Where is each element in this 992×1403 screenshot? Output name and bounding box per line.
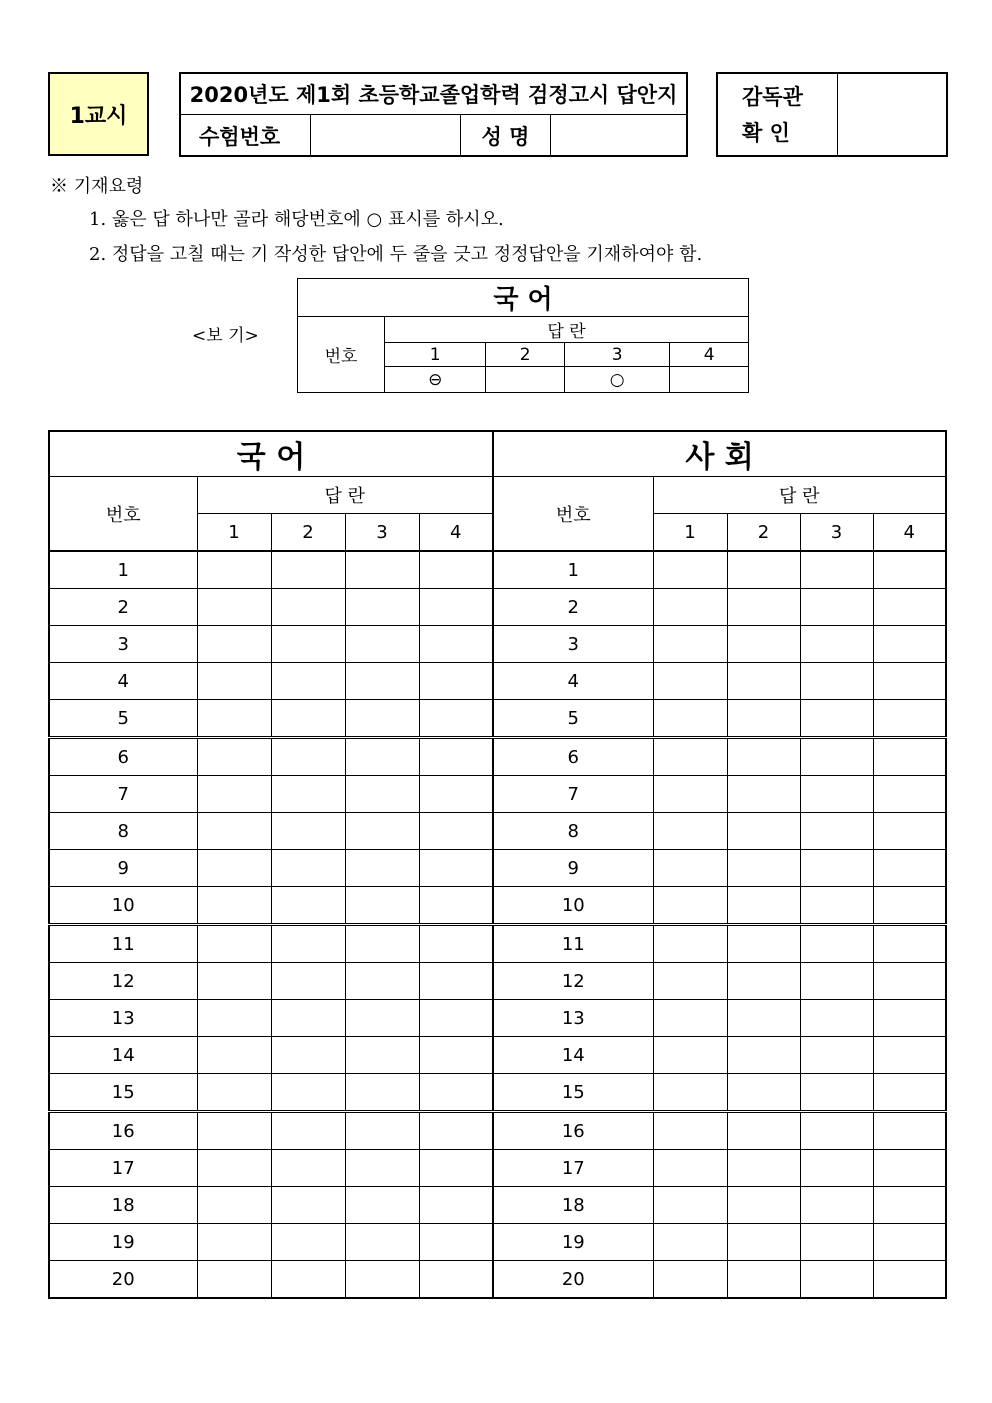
table-row [49,1112,946,1150]
right-answer-cell[interactable] [873,700,946,738]
right-answer-cell[interactable] [727,738,800,776]
right-answer-cell[interactable] [800,813,873,850]
right-subject: 사 회 [493,431,946,477]
right-answer-cell[interactable] [873,813,946,850]
example-mark [486,367,565,393]
table-row [49,1000,946,1037]
table-row [49,1261,946,1299]
left-question-number: 7 [49,776,197,813]
table-row [49,925,946,963]
left-answer-cell[interactable] [271,850,345,887]
right-answer-cell[interactable] [653,700,727,738]
exam-number-label: 수험번호 [181,115,311,156]
right-question-number: 15 [493,1074,653,1112]
supervisor-label-1: 감독관 [742,84,803,109]
right-answer-cell[interactable] [873,776,946,813]
left-answer-cell[interactable] [345,1037,419,1074]
name-field[interactable] [551,115,686,156]
right-question-number: 7 [493,776,653,813]
left-answer-cell[interactable] [271,813,345,850]
example-subject: 국 어 [298,279,749,317]
instructions-heading: ※ 기재요령 [50,176,144,197]
right-answer-cell[interactable] [873,1150,946,1187]
left-question-number: 9 [49,850,197,887]
example-option: 4 [670,343,749,367]
left-answer-cell[interactable] [419,887,493,925]
left-answer-cell[interactable] [419,963,493,1000]
table-row [49,1150,946,1187]
right-answer-cell[interactable] [800,1187,873,1224]
left-answer-cell[interactable] [197,1261,271,1299]
left-question-number: 16 [49,1112,197,1150]
left-question-number: 2 [49,589,197,626]
period-label: 1교시 [48,72,149,156]
left-answer-cell[interactable] [197,1150,271,1187]
right-answer-cell[interactable] [800,963,873,1000]
left-answer-cell[interactable] [271,626,345,663]
right-answer-cell[interactable] [727,1224,800,1261]
right-answer-cell[interactable] [653,813,727,850]
table-row [49,663,946,700]
right-answer-cell[interactable] [873,850,946,887]
right-answer-cell[interactable] [653,887,727,925]
right-answer-cell[interactable] [800,1150,873,1187]
right-answer-cell[interactable] [727,1261,800,1299]
id-row [181,115,686,156]
left-answer-cell[interactable] [197,813,271,850]
left-answer-cell[interactable] [197,887,271,925]
left-answer-cell[interactable] [419,1224,493,1261]
instruction-2: 2. 정답을 고칠 때는 기 작성한 답안에 두 줄을 긋고 정정답안을 기재하여야 함. [89,244,703,265]
table-row [49,700,946,738]
table-row [49,589,946,626]
left-answer-cell[interactable] [419,1037,493,1074]
left-answer-cell[interactable] [271,1261,345,1299]
left-number-header: 번호 [49,477,197,552]
left-answer-cell[interactable] [345,887,419,925]
right-question-number: 20 [493,1261,653,1299]
left-question-number: 15 [49,1074,197,1112]
left-question-number: 12 [49,963,197,1000]
left-answer-cell[interactable] [345,1150,419,1187]
left-answer-cell[interactable] [419,738,493,776]
right-answer-cell[interactable] [727,1112,800,1150]
left-answer-cell[interactable] [197,1037,271,1074]
left-answer-cell[interactable] [271,925,345,963]
right-answer-cell[interactable] [727,626,800,663]
right-answer-cell[interactable] [800,925,873,963]
right-answer-cell[interactable] [873,1037,946,1074]
example-mark: ⊖ [385,367,486,393]
table-row [49,887,946,925]
example-mark: ○ [565,367,670,393]
left-answer-cell[interactable] [419,626,493,663]
right-answer-cell[interactable] [653,1074,727,1112]
right-answer-cell[interactable] [727,1037,800,1074]
right-question-number: 19 [493,1224,653,1261]
left-answer-cell[interactable] [345,700,419,738]
right-question-number: 16 [493,1112,653,1150]
left-question-number: 6 [49,738,197,776]
left-answer-cell[interactable] [345,925,419,963]
left-answer-cell[interactable] [345,589,419,626]
left-answer-cell[interactable] [419,700,493,738]
left-answer-cell[interactable] [197,1112,271,1150]
left-question-number: 18 [49,1187,197,1224]
left-option-header: 2 [271,514,345,552]
left-answer-cell[interactable] [197,626,271,663]
right-answer-cell[interactable] [653,738,727,776]
left-answer-cell[interactable] [271,963,345,1000]
left-answer-cell[interactable] [419,1150,493,1187]
right-answer-header: 답 란 [653,477,946,514]
right-answer-cell[interactable] [653,1261,727,1299]
right-answer-cell[interactable] [727,887,800,925]
right-answer-cell[interactable] [727,1074,800,1112]
right-answer-cell[interactable] [800,1000,873,1037]
left-question-number: 1 [49,551,197,589]
right-answer-cell[interactable] [800,1112,873,1150]
left-answer-cell[interactable] [197,776,271,813]
left-answer-cell[interactable] [197,1000,271,1037]
right-answer-cell[interactable] [873,551,946,589]
right-answer-cell[interactable] [873,1261,946,1299]
sheet-title: 2020년도 제1회 초등학교졸업학력 검정고시 답안지 [181,74,686,115]
right-answer-cell[interactable] [873,925,946,963]
right-answer-cell[interactable] [800,1037,873,1074]
left-question-number: 5 [49,700,197,738]
supervisor-label-2: 확 인 [742,120,790,145]
right-answer-cell[interactable] [873,738,946,776]
left-answer-cell[interactable] [197,551,271,589]
example-option: 2 [486,343,565,367]
right-answer-cell[interactable] [800,551,873,589]
left-answer-cell[interactable] [197,663,271,700]
left-answer-cell[interactable] [419,589,493,626]
left-answer-cell[interactable] [197,1224,271,1261]
right-number-header: 번호 [493,477,653,552]
example-option: 3 [565,343,670,367]
left-answer-cell[interactable] [419,813,493,850]
left-answer-cell[interactable] [197,1074,271,1112]
right-answer-cell[interactable] [873,663,946,700]
left-answer-cell[interactable] [271,700,345,738]
left-answer-cell[interactable] [271,551,345,589]
left-question-number: 14 [49,1037,197,1074]
left-question-number: 4 [49,663,197,700]
left-answer-cell[interactable] [345,963,419,1000]
right-option-header: 2 [727,514,800,552]
right-answer-cell[interactable] [653,551,727,589]
right-answer-cell[interactable] [653,626,727,663]
left-answer-cell[interactable] [419,663,493,700]
left-answer-cell[interactable] [345,1187,419,1224]
right-answer-cell[interactable] [873,1224,946,1261]
right-answer-cell[interactable] [653,925,727,963]
right-option-header: 4 [873,514,946,552]
example-option: 1 [385,343,486,367]
left-answer-cell[interactable] [419,925,493,963]
left-answer-cell[interactable] [197,700,271,738]
right-answer-cell[interactable] [727,663,800,700]
instruction-1: 1. 옳은 답 하나만 골라 해당번호에 ○ 표시를 하시오. [89,209,504,230]
right-answer-cell[interactable] [653,663,727,700]
left-question-number: 3 [49,626,197,663]
name-label: 성 명 [461,115,551,156]
right-answer-cell[interactable] [873,887,946,925]
table-row [49,1224,946,1261]
left-answer-cell[interactable] [419,1000,493,1037]
title-box [179,72,688,157]
right-answer-cell[interactable] [873,1112,946,1150]
left-answer-cell[interactable] [419,1261,493,1299]
right-option-header: 1 [653,514,727,552]
table-row [49,551,946,589]
left-answer-cell[interactable] [271,738,345,776]
left-option-header: 4 [419,514,493,552]
left-question-number: 10 [49,887,197,925]
right-question-number: 6 [493,738,653,776]
right-answer-cell[interactable] [873,963,946,1000]
left-answer-cell[interactable] [345,626,419,663]
right-answer-cell[interactable] [653,589,727,626]
right-answer-cell[interactable] [727,1187,800,1224]
left-answer-cell[interactable] [271,1112,345,1150]
left-answer-cell[interactable] [271,1224,345,1261]
right-answer-cell[interactable] [800,850,873,887]
left-question-number: 13 [49,1000,197,1037]
supervisor-box [716,72,948,157]
right-question-number: 17 [493,1150,653,1187]
left-answer-cell[interactable] [345,1224,419,1261]
right-answer-cell[interactable] [800,700,873,738]
supervisor-sign-field[interactable] [838,74,946,155]
table-row [49,738,946,776]
left-question-number: 20 [49,1261,197,1299]
right-answer-cell[interactable] [800,776,873,813]
left-answer-cell[interactable] [271,887,345,925]
supervisor-label [718,74,838,155]
right-answer-cell[interactable] [653,776,727,813]
table-row [49,813,946,850]
right-answer-cell[interactable] [727,850,800,887]
right-question-number: 9 [493,850,653,887]
right-answer-cell[interactable] [800,663,873,700]
left-answer-cell[interactable] [419,1112,493,1150]
right-question-number: 8 [493,813,653,850]
right-answer-cell[interactable] [653,1187,727,1224]
table-row [49,776,946,813]
left-answer-cell[interactable] [197,738,271,776]
left-option-header: 3 [345,514,419,552]
right-question-number: 14 [493,1037,653,1074]
left-answer-cell[interactable] [419,776,493,813]
right-answer-cell[interactable] [800,887,873,925]
right-answer-cell[interactable] [653,1150,727,1187]
left-answer-cell[interactable] [271,1074,345,1112]
left-answer-cell[interactable] [271,1150,345,1187]
right-answer-cell[interactable] [727,1000,800,1037]
left-answer-cell[interactable] [419,551,493,589]
right-question-number: 3 [493,626,653,663]
right-question-number: 11 [493,925,653,963]
right-answer-cell[interactable] [727,776,800,813]
left-answer-cell[interactable] [345,1112,419,1150]
left-answer-cell[interactable] [271,589,345,626]
left-answer-cell[interactable] [419,850,493,887]
table-row [49,1074,946,1112]
right-question-number: 2 [493,589,653,626]
right-answer-cell[interactable] [873,1000,946,1037]
answer-table [48,430,947,1299]
right-option-header: 3 [800,514,873,552]
table-row [49,1187,946,1224]
left-answer-cell[interactable] [197,963,271,1000]
left-question-number: 8 [49,813,197,850]
left-answer-cell[interactable] [197,925,271,963]
left-answer-cell[interactable] [197,850,271,887]
right-question-number: 5 [493,700,653,738]
left-answer-cell[interactable] [271,776,345,813]
right-answer-cell[interactable] [727,1150,800,1187]
left-question-number: 17 [49,1150,197,1187]
left-option-header: 1 [197,514,271,552]
right-question-number: 10 [493,887,653,925]
right-answer-cell[interactable] [653,1112,727,1150]
left-answer-cell[interactable] [345,850,419,887]
table-row [49,626,946,663]
right-answer-cell[interactable] [727,551,800,589]
right-answer-cell[interactable] [873,1074,946,1112]
left-question-number: 19 [49,1224,197,1261]
example-mark [670,367,749,393]
right-answer-cell[interactable] [653,1000,727,1037]
left-answer-cell[interactable] [419,1074,493,1112]
right-answer-cell[interactable] [800,589,873,626]
left-answer-cell[interactable] [271,663,345,700]
right-answer-cell[interactable] [727,925,800,963]
right-answer-cell[interactable] [727,700,800,738]
left-answer-header: 답 란 [197,477,493,514]
right-answer-cell[interactable] [653,963,727,1000]
right-answer-cell[interactable] [800,1261,873,1299]
left-answer-cell[interactable] [345,663,419,700]
right-answer-cell[interactable] [727,963,800,1000]
left-answer-cell[interactable] [419,1187,493,1224]
right-answer-cell[interactable] [653,1224,727,1261]
left-question-number: 11 [49,925,197,963]
right-answer-cell[interactable] [727,813,800,850]
left-answer-cell[interactable] [271,1000,345,1037]
right-question-number: 13 [493,1000,653,1037]
right-question-number: 12 [493,963,653,1000]
table-row [49,850,946,887]
right-answer-cell[interactable] [873,626,946,663]
example-label: <보 기> [192,326,259,346]
left-answer-cell[interactable] [345,813,419,850]
right-answer-cell[interactable] [800,1074,873,1112]
left-answer-cell[interactable] [345,1074,419,1112]
left-answer-cell[interactable] [197,1187,271,1224]
right-answer-cell[interactable] [873,589,946,626]
right-question-number: 4 [493,663,653,700]
table-row [49,1037,946,1074]
right-answer-cell[interactable] [653,850,727,887]
right-answer-cell[interactable] [727,589,800,626]
left-answer-cell[interactable] [271,1187,345,1224]
example-answer-header: 답 란 [385,317,749,343]
right-question-number: 1 [493,551,653,589]
left-answer-cell[interactable] [345,738,419,776]
left-subject: 국 어 [49,431,493,477]
right-answer-cell[interactable] [800,1224,873,1261]
left-answer-cell[interactable] [271,1037,345,1074]
left-answer-cell[interactable] [345,551,419,589]
left-answer-cell[interactable] [345,1000,419,1037]
right-answer-cell[interactable] [653,1037,727,1074]
right-answer-cell[interactable] [873,1187,946,1224]
left-answer-cell[interactable] [345,776,419,813]
example-table [297,278,749,393]
left-answer-cell[interactable] [345,1261,419,1299]
right-answer-cell[interactable] [800,626,873,663]
example-number-header: 번호 [298,317,385,393]
right-question-number: 18 [493,1187,653,1224]
table-row [49,963,946,1000]
right-answer-cell[interactable] [800,738,873,776]
exam-number-field[interactable] [311,115,461,156]
left-answer-cell[interactable] [197,589,271,626]
